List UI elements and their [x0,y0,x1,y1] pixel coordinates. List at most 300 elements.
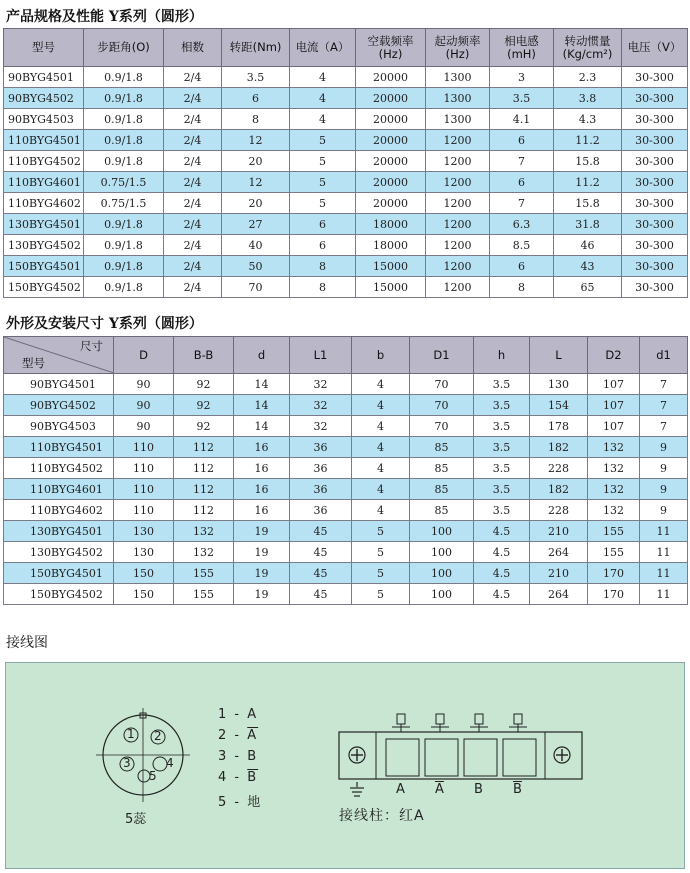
table-cell: 30-300 [622,193,688,214]
table-cell: 40 [222,235,290,256]
table-cell: 178 [530,416,588,437]
table-cell: 16 [234,458,290,479]
table-cell: 1300 [426,109,490,130]
table-row [4,172,688,193]
table-cell: 4 [352,437,410,458]
table-cell: 182 [530,437,588,458]
model-cell: 90BYG4503 [4,416,114,437]
table-cell: 7 [640,395,688,416]
table-cell: 92 [174,416,234,437]
table-cell: 6 [290,214,356,235]
table-cell: 110 [114,437,174,458]
table-cell: 36 [290,458,352,479]
table-cell: 70 [410,416,474,437]
table-cell: 45 [290,584,352,605]
table-cell: 112 [174,500,234,521]
table-cell: 9 [640,500,688,521]
table-cell: 110 [114,458,174,479]
table-cell: 1300 [426,88,490,109]
table-cell: 5 [352,542,410,563]
table-row [4,109,688,130]
table-cell: 19 [234,521,290,542]
table-cell: 6 [490,256,554,277]
table-row [4,584,688,605]
table-cell: 18000 [356,214,426,235]
table-cell: 7 [490,193,554,214]
table-cell: 32 [290,395,352,416]
table-cell: 20000 [356,88,426,109]
table-cell: 30-300 [622,67,688,88]
column-header: 型号 [4,29,84,67]
table-row [4,416,688,437]
model-cell: 110BYG4502 [4,458,114,479]
table-cell: 0.9/1.8 [84,214,164,235]
table-cell: 14 [234,416,290,437]
table-cell: 31.8 [554,214,622,235]
table-cell: 11.2 [554,172,622,193]
table-cell: 0.9/1.8 [84,235,164,256]
table-cell: 4 [290,88,356,109]
column-header: 起动频率 (Hz) [426,29,490,67]
table-cell: 150 [114,584,174,605]
legend-row [218,749,258,764]
pin-label: 4 [166,756,174,770]
table-cell: 5 [352,563,410,584]
model-cell: 90BYG4503 [4,109,84,130]
model-cell: 110BYG4601 [4,479,114,500]
table-cell: 3.8 [554,88,622,109]
table-cell: 8 [290,256,356,277]
table-cell: 4 [352,416,410,437]
terminal-posts [392,714,527,732]
legend-row [218,728,258,743]
table-cell: 70 [410,374,474,395]
table-cell: 19 [234,584,290,605]
table-cell: 4.5 [474,542,530,563]
dimension-table [3,336,688,605]
legend-row [218,791,262,810]
table-cell: 154 [530,395,588,416]
table-row [4,235,688,256]
dimension-table-body [4,374,688,605]
table-cell: 30-300 [622,256,688,277]
table-cell: 16 [234,479,290,500]
table-cell: 170 [588,563,640,584]
dimension-table-header [4,337,688,374]
table-cell: 182 [530,479,588,500]
table-cell: 11.2 [554,130,622,151]
table-cell: 210 [530,563,588,584]
table-cell: 20 [222,193,290,214]
table-cell: 4.1 [490,109,554,130]
column-header: 转动惯量 (Kg/cm²) [554,29,622,67]
table-cell: 9 [640,458,688,479]
wiring-diagram-panel [5,662,685,869]
table-cell: 4 [290,109,356,130]
table-cell: 90 [114,395,174,416]
header-corner-cell [4,337,114,374]
table-cell: 155 [174,563,234,584]
table-cell: 100 [410,584,474,605]
table-cell: 5 [352,521,410,542]
table-cell: 85 [410,437,474,458]
table-cell: 100 [410,542,474,563]
table-cell: 4.3 [554,109,622,130]
table-cell: 65 [554,277,622,298]
column-header: h [474,337,530,374]
table-cell: 110 [114,500,174,521]
table-cell: 36 [290,500,352,521]
table-cell: 130 [114,521,174,542]
table-cell: 130 [530,374,588,395]
table-cell: 50 [222,256,290,277]
table-cell: 8.5 [490,235,554,256]
table-row [4,193,688,214]
column-header: 电压（V） [622,29,688,67]
table-cell: 16 [234,500,290,521]
table-cell: 14 [234,395,290,416]
model-cell: 130BYG4501 [4,521,114,542]
table-row [4,374,688,395]
table-cell: 20000 [356,130,426,151]
legend-signal: A [247,707,259,722]
wiring-drawing [6,663,686,870]
table-cell: 110 [114,479,174,500]
table-cell: 132 [588,500,640,521]
connector-icon [96,708,190,802]
table-cell: 264 [530,584,588,605]
table-row [4,256,688,277]
table-cell: 15000 [356,277,426,298]
table-cell: 1200 [426,256,490,277]
table-cell: 19 [234,542,290,563]
table-cell: 20 [222,151,290,172]
table-row [4,214,688,235]
table-cell: 18000 [356,235,426,256]
table-cell: 0.75/1.5 [84,172,164,193]
table-cell: 92 [174,374,234,395]
table-cell: 4 [352,374,410,395]
terminal-label: A [396,782,405,797]
table-cell: 100 [410,563,474,584]
table-cell: 0.9/1.8 [84,109,164,130]
model-cell: 110BYG4501 [4,437,114,458]
pin-label: 1 [127,727,135,741]
table-cell: 107 [588,416,640,437]
table-cell: 0.9/1.8 [84,151,164,172]
legend-signal: 地 [247,795,263,810]
table-cell: 8 [490,277,554,298]
model-cell: 150BYG4502 [4,584,114,605]
table-cell: 107 [588,374,640,395]
table-cell: 5 [290,130,356,151]
model-cell: 90BYG4502 [4,395,114,416]
spec-section-title: 产品规格及性能 Y系列（圆形） [6,9,203,25]
spec-table [3,28,688,298]
column-header: 相数 [164,29,222,67]
table-cell: 1200 [426,235,490,256]
table-cell: 3.5 [222,67,290,88]
column-header: 空载频率 (Hz) [356,29,426,67]
table-cell: 20000 [356,109,426,130]
table-cell: 210 [530,521,588,542]
model-cell: 150BYG4501 [4,563,114,584]
table-cell: 20000 [356,67,426,88]
table-cell: 30-300 [622,88,688,109]
table-cell: 6 [222,88,290,109]
table-cell: 1300 [426,67,490,88]
table-cell: 2/4 [164,109,222,130]
ground-screw-right-icon [554,747,570,763]
table-cell: 15.8 [554,193,622,214]
table-cell: 150 [114,563,174,584]
table-cell: 45 [290,542,352,563]
table-cell: 20000 [356,172,426,193]
legend-signal: B [247,749,259,764]
table-cell: 1200 [426,151,490,172]
column-header: B-B [174,337,234,374]
column-header: b [352,337,410,374]
table-cell: 3.5 [474,395,530,416]
table-cell: 3.5 [474,479,530,500]
table-cell: 0.75/1.5 [84,193,164,214]
table-cell: 16 [234,437,290,458]
table-cell: 36 [290,479,352,500]
terminal-label: $\overline{B}$ [513,782,522,797]
table-cell: 11 [640,521,688,542]
table-cell: 11 [640,563,688,584]
table-cell: 15.8 [554,151,622,172]
table-cell: 0.9/1.8 [84,277,164,298]
table-cell: 2/4 [164,235,222,256]
legend-pin-number: 3 [218,749,229,764]
model-cell: 90BYG4502 [4,88,84,109]
legend-separator: - [228,728,248,743]
table-cell: 2/4 [164,151,222,172]
table-cell: 45 [290,521,352,542]
table-cell: 2.3 [554,67,622,88]
table-cell: 107 [588,395,640,416]
terminal-caption: 接线柱：红A [339,808,425,824]
table-cell: 20000 [356,193,426,214]
table-cell: 1200 [426,277,490,298]
table-cell: 7 [490,151,554,172]
model-cell: 110BYG4602 [4,193,84,214]
table-row [4,88,688,109]
model-cell: 130BYG4502 [4,235,84,256]
legend-signal: $\overline{A}$ [247,728,259,743]
table-cell: 2/4 [164,214,222,235]
table-cell: 132 [588,479,640,500]
connector-caption: 5蕊 [125,812,147,827]
legend-row [218,770,258,785]
table-row [4,500,688,521]
table-cell: 0.9/1.8 [84,130,164,151]
table-cell: 8 [222,109,290,130]
pin-label: 5 [149,769,157,783]
model-cell: 90BYG4501 [4,374,114,395]
table-cell: 132 [588,437,640,458]
column-header: d [234,337,290,374]
table-row [4,277,688,298]
table-cell: 228 [530,500,588,521]
model-cell: 110BYG4501 [4,130,84,151]
table-row [4,67,688,88]
table-cell: 30-300 [622,277,688,298]
legend-pin-number: 4 [218,770,229,785]
table-cell: 1200 [426,193,490,214]
table-cell: 132 [174,521,234,542]
table-cell: 90 [114,416,174,437]
table-cell: 2/4 [164,130,222,151]
table-cell: 27 [222,214,290,235]
table-cell: 0.9/1.8 [84,88,164,109]
table-cell: 70 [222,277,290,298]
table-cell: 155 [588,542,640,563]
table-row [4,395,688,416]
table-cell: 2/4 [164,88,222,109]
table-cell: 15000 [356,256,426,277]
table-cell: 2/4 [164,193,222,214]
table-cell: 30-300 [622,130,688,151]
corner-label-dimension: 尺寸 [80,339,103,353]
table-cell: 5 [290,193,356,214]
column-header: 相电感 (mH) [490,29,554,67]
pin-label: 3 [123,756,131,770]
legend-separator: - [228,795,248,810]
table-cell: 3.5 [490,88,554,109]
legend-separator: - [228,770,248,785]
table-cell: 112 [174,479,234,500]
column-header: 转距(Nm) [222,29,290,67]
table-cell: 85 [410,458,474,479]
dimension-section-title: 外形及安装尺寸 Y系列（圆形） [6,316,203,332]
wiring-section-title: 接线图 [6,635,48,651]
legend-pin-number: 5 [218,795,229,810]
table-cell: 2/4 [164,67,222,88]
table-cell: 2/4 [164,256,222,277]
table-cell: 4 [352,500,410,521]
table-cell: 32 [290,374,352,395]
table-cell: 4.5 [474,563,530,584]
table-cell: 155 [174,584,234,605]
model-cell: 130BYG4502 [4,542,114,563]
table-cell: 4.5 [474,584,530,605]
table-cell: 46 [554,235,622,256]
table-cell: 155 [588,521,640,542]
table-row [4,542,688,563]
model-cell: 130BYG4501 [4,214,84,235]
table-cell: 7 [640,374,688,395]
legend-separator: - [228,749,248,764]
table-cell: 11 [640,584,688,605]
table-cell: 3.5 [474,500,530,521]
table-cell: 4 [290,67,356,88]
table-cell: 112 [174,437,234,458]
table-cell: 1200 [426,214,490,235]
table-cell: 90 [114,374,174,395]
table-cell: 132 [174,542,234,563]
table-cell: 19 [234,563,290,584]
terminal-strip [339,714,582,796]
table-cell: 45 [290,563,352,584]
table-cell: 36 [290,437,352,458]
table-cell: 85 [410,479,474,500]
table-cell: 3.5 [474,437,530,458]
legend-pin-number: 2 [218,728,229,743]
table-cell: 30-300 [622,172,688,193]
column-header: D2 [588,337,640,374]
legend-separator: - [228,707,248,722]
table-cell: 4.5 [474,521,530,542]
table-cell: 20000 [356,151,426,172]
table-cell: 1200 [426,172,490,193]
table-row [4,458,688,479]
table-cell: 30-300 [622,151,688,172]
table-cell: 4 [352,479,410,500]
table-cell: 0.9/1.8 [84,67,164,88]
pin-label: 2 [154,729,162,743]
table-cell: 6 [490,130,554,151]
legend-pin-number: 1 [218,707,229,722]
column-header: 步距角(O) [84,29,164,67]
legend-signal: $\overline{B}$ [247,770,259,785]
column-header: D [114,337,174,374]
table-cell: 5 [352,584,410,605]
table-cell: 2/4 [164,172,222,193]
legend-row [218,707,258,722]
column-header: L1 [290,337,352,374]
table-cell: 30-300 [622,109,688,130]
table-cell: 32 [290,416,352,437]
column-header: 电流（A） [290,29,356,67]
ground-symbol-icon [350,782,364,796]
model-cell: 110BYG4602 [4,500,114,521]
table-cell: 12 [222,172,290,193]
table-cell: 2/4 [164,277,222,298]
table-row [4,437,688,458]
table-cell: 132 [588,458,640,479]
table-cell: 30-300 [622,214,688,235]
table-cell: 6.3 [490,214,554,235]
table-cell: 130 [114,542,174,563]
table-cell: 3.5 [474,416,530,437]
table-cell: 1200 [426,130,490,151]
table-cell: 14 [234,374,290,395]
table-cell: 4 [352,395,410,416]
table-cell: 85 [410,500,474,521]
table-cell: 228 [530,458,588,479]
table-row [4,563,688,584]
table-cell: 264 [530,542,588,563]
table-cell: 6 [490,172,554,193]
table-cell: 170 [588,584,640,605]
table-cell: 112 [174,458,234,479]
table-cell: 30-300 [622,235,688,256]
ground-screw-left-icon [349,747,365,763]
spec-table-header [4,29,688,67]
table-row [4,151,688,172]
column-header: L [530,337,588,374]
table-cell: 92 [174,395,234,416]
model-cell: 110BYG4502 [4,151,84,172]
table-cell: 11 [640,542,688,563]
table-cell: 5 [290,151,356,172]
table-cell: 3.5 [474,458,530,479]
column-header: d1 [640,337,688,374]
model-cell: 150BYG4501 [4,256,84,277]
table-cell: 70 [410,395,474,416]
